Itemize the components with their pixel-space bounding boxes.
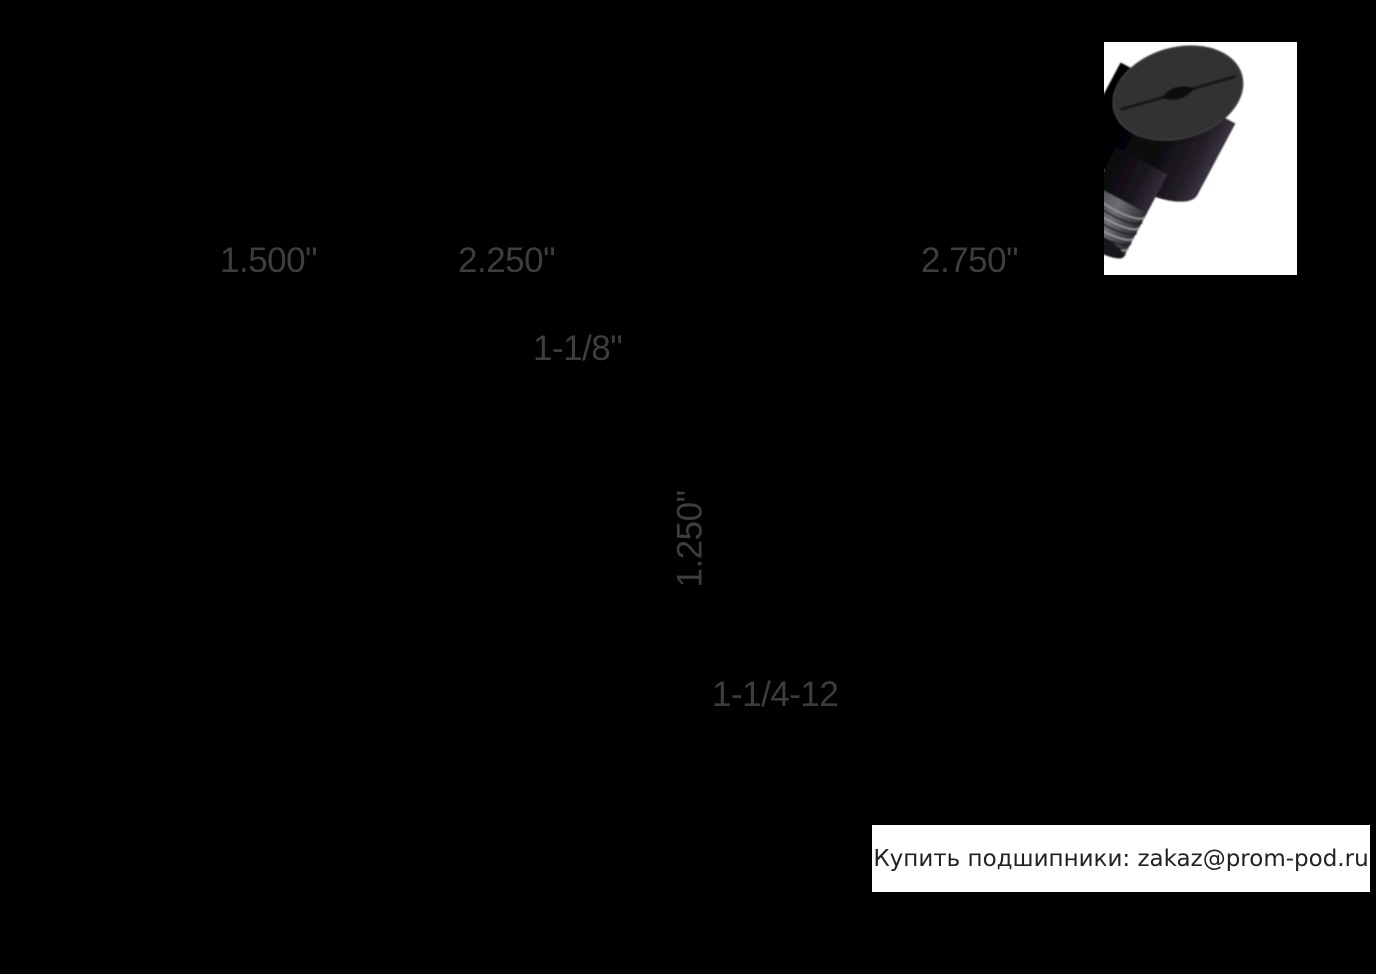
dim-label-1-500: 1.500" (220, 241, 318, 280)
dim-label-2-750: 2.750" (921, 241, 1019, 280)
dim-label-1-1-8: 1-1/8" (533, 329, 623, 368)
dim-label-2-250: 2.250" (458, 241, 556, 280)
cam-follower-bearing-image (1104, 42, 1297, 275)
contact-banner (872, 825, 1370, 892)
product-photo (1104, 42, 1297, 275)
contact-text: Купить подшипники: zakaz@prom-pod.ru (873, 845, 1369, 872)
dim-label-1-250-vertical: 1.250" (670, 490, 710, 588)
dim-label-thread-1-1-4-12: 1-1/4-12 (712, 675, 839, 714)
